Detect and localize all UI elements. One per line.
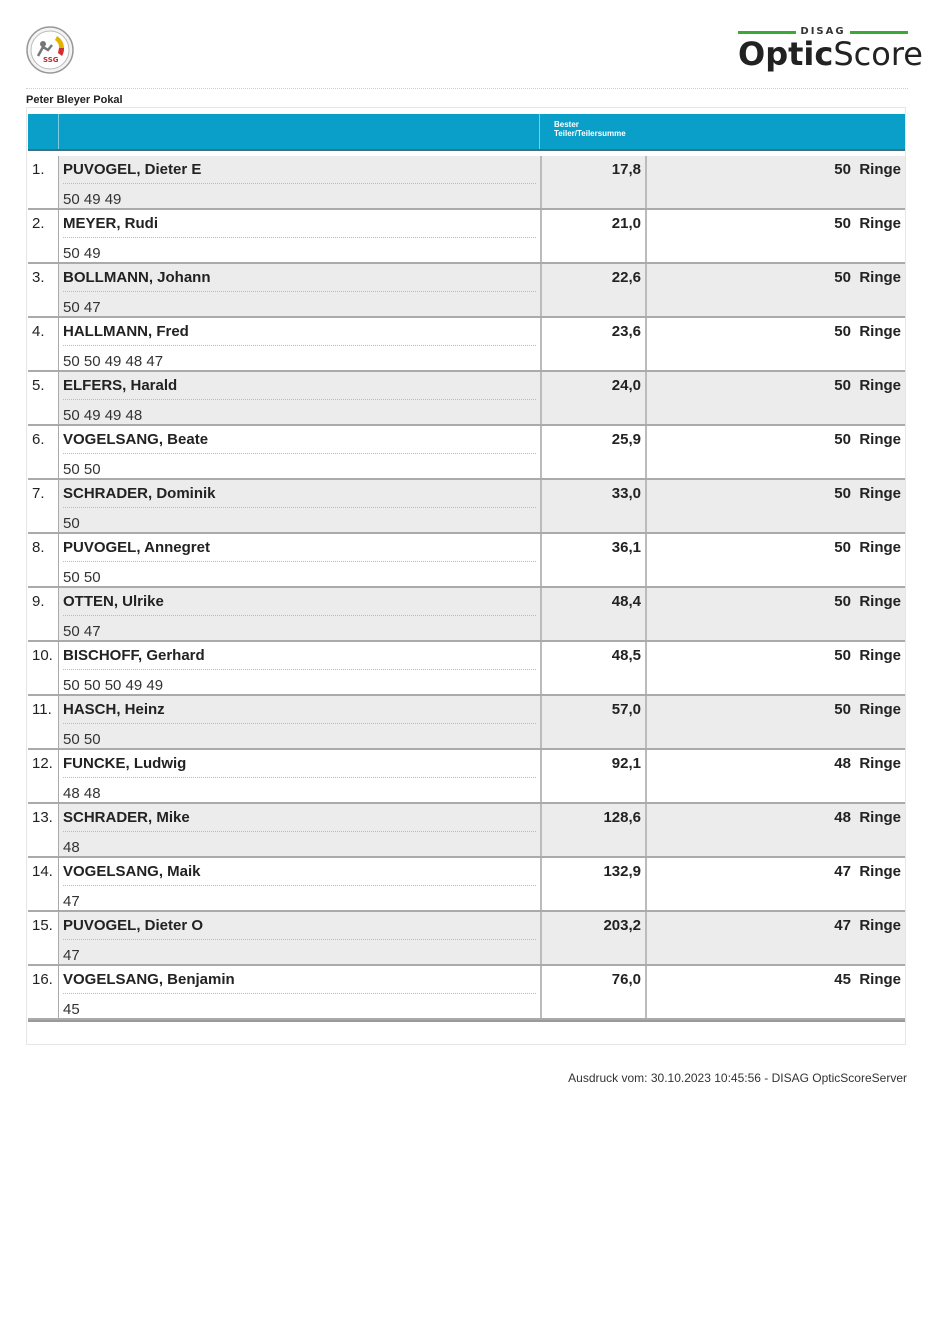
series-scores: 45 [63,1001,80,1018]
name-cell [59,372,542,424]
best-teiler: 48,4 [611,593,641,610]
result-unit: Ringe [859,701,901,718]
shooter-name: MEYER, Rudi [63,215,159,232]
best-cell [542,912,647,964]
result-cell [647,804,905,856]
name-divider [63,507,536,508]
best-teiler: 25,9 [611,431,641,448]
best-cell [542,588,647,640]
table-header [28,114,905,151]
table-row [28,156,905,210]
table-row [28,966,905,1020]
result-rings [834,485,901,502]
result-cell [647,426,905,478]
rank: 10. [32,647,53,664]
name-divider [63,399,536,400]
result-unit: Ringe [859,593,901,610]
result-unit: Ringe [859,755,901,772]
best-teiler: 33,0 [611,485,641,502]
rank-cell [28,696,59,748]
rank-cell [28,318,59,370]
best-teiler: 48,5 [611,647,641,664]
series-scores: 48 48 [63,785,101,802]
result-rings [834,161,901,178]
shooter-name: SCHRADER, Mike [63,809,190,826]
shooter-name: BOLLMANN, Johann [63,269,211,286]
best-cell [542,534,647,586]
result-cell [647,156,905,208]
best-teiler: 17,8 [611,161,641,178]
result-rings [834,323,901,340]
club-logo [26,26,74,74]
result-rings [834,377,901,394]
best-teiler: 203,2 [603,917,641,934]
best-cell [542,264,647,316]
rank: 16. [32,971,53,988]
result-unit: Ringe [859,971,901,988]
series-scores: 50 50 49 48 47 [63,353,164,370]
result-unit: Ringe [859,323,901,340]
print-footer: Ausdruck vom: 30.10.2023 10:45:56 - DISAG OpticScoreServer [568,1071,907,1085]
result-value: 50 [834,269,851,286]
rank: 2. [32,215,45,232]
result-rings [834,593,901,610]
shooter-name: PUVOGEL, Dieter E [63,161,202,178]
result-unit: Ringe [859,917,901,934]
series-scores: 50 49 49 48 [63,407,143,424]
result-value: 45 [834,971,851,988]
result-unit: Ringe [859,647,901,664]
result-unit: Ringe [859,431,901,448]
best-cell [542,480,647,532]
shooter-name: PUVOGEL, Annegret [63,539,210,556]
name-divider [63,291,536,292]
best-teiler: 76,0 [611,971,641,988]
name-cell [59,534,542,586]
name-divider [63,345,536,346]
series-scores: 50 50 [63,461,101,478]
result-cell [647,696,905,748]
best-teiler: 36,1 [611,539,641,556]
result-unit: Ringe [859,161,901,178]
rank: 15. [32,917,53,934]
brand-disag-text: DISAG [800,26,846,37]
result-value: 50 [834,539,851,556]
series-scores: 47 [63,893,80,910]
name-cell [59,156,542,208]
best-cell [542,156,647,208]
result-unit: Ringe [859,485,901,502]
rank-cell [28,480,59,532]
table-row [28,264,905,318]
result-value: 50 [834,161,851,178]
series-scores: 50 50 50 49 49 [63,677,164,694]
result-cell [647,480,905,532]
rank-cell [28,858,59,910]
name-cell [59,210,542,262]
table-row [28,588,905,642]
rank-cell [28,372,59,424]
best-cell [542,642,647,694]
table-row [28,642,905,696]
result-value: 50 [834,431,851,448]
rank: 8. [32,539,45,556]
shooter-name: HASCH, Heinz [63,701,165,718]
shooter-name: ELFERS, Harald [63,377,178,394]
result-cell [647,858,905,910]
table-row [28,750,905,804]
rank: 7. [32,485,45,502]
shooter-name: VOGELSANG, Maik [63,863,201,880]
table-row [28,480,905,534]
best-cell [542,804,647,856]
rank: 14. [32,863,53,880]
result-cell [647,210,905,262]
series-scores: 50 [63,515,80,532]
header-separator [26,88,908,89]
name-divider [63,939,536,940]
result-cell [647,642,905,694]
rank-cell [28,588,59,640]
name-cell [59,804,542,856]
best-cell [542,210,647,262]
result-rings [834,701,901,718]
result-value: 50 [834,701,851,718]
header-best-label [554,120,626,138]
best-teiler: 22,6 [611,269,641,286]
header-name-column [59,114,540,149]
name-cell [59,642,542,694]
series-scores: 50 49 [63,245,101,262]
result-rings [834,539,901,556]
rank-cell [28,966,59,1018]
header-best-label-line1: Bester [554,120,579,129]
name-cell [59,318,542,370]
name-divider [63,561,536,562]
result-value: 50 [834,647,851,664]
series-scores: 50 47 [63,623,101,640]
result-cell [647,318,905,370]
club-logo-text: SSG [43,56,59,64]
brand-name [738,37,923,71]
result-cell [647,534,905,586]
best-cell [542,426,647,478]
rank: 6. [32,431,45,448]
result-rings [834,431,901,448]
rank: 4. [32,323,45,340]
page-title: Peter Bleyer Pokal [26,94,123,106]
name-cell [59,858,542,910]
result-value: 50 [834,323,851,340]
name-cell [59,426,542,478]
best-teiler: 24,0 [611,377,641,394]
disag-opticscore-logo [738,26,923,73]
series-scores: 50 50 [63,731,101,748]
table-row [28,372,905,426]
result-rings [834,863,901,880]
result-unit: Ringe [859,269,901,286]
table-row [28,426,905,480]
best-cell [542,696,647,748]
table-row [28,534,905,588]
result-cell [647,912,905,964]
name-divider [63,669,536,670]
name-cell [59,588,542,640]
best-teiler: 128,6 [603,809,641,826]
name-divider [63,885,536,886]
table-row [28,804,905,858]
result-cell [647,966,905,1018]
rank: 13. [32,809,53,826]
rank: 11. [32,701,52,718]
series-scores: 47 [63,947,80,964]
result-value: 48 [834,809,851,826]
table-row [28,912,905,966]
result-value: 48 [834,755,851,772]
name-divider [63,237,536,238]
rank-cell [28,156,59,208]
series-scores: 48 [63,839,80,856]
result-value: 50 [834,215,851,232]
name-cell [59,750,542,802]
result-value: 50 [834,593,851,610]
result-rings [834,647,901,664]
rank-cell [28,264,59,316]
shooter-name: HALLMANN, Fred [63,323,189,340]
rank-cell [28,426,59,478]
shooter-name: PUVOGEL, Dieter O [63,917,204,934]
header-rank-column [28,114,59,149]
table-row [28,858,905,912]
series-scores: 50 47 [63,299,101,316]
name-divider [63,993,536,994]
result-unit: Ringe [859,539,901,556]
rank: 3. [32,269,45,286]
name-divider [63,183,536,184]
result-unit: Ringe [859,863,901,880]
table-row [28,696,905,750]
header-best-label-line2: Teiler/Teilersumme [554,129,626,138]
result-value: 50 [834,485,851,502]
rank: 12. [32,755,53,772]
name-divider [63,831,536,832]
result-rings [834,971,901,988]
result-cell [647,264,905,316]
table-row [28,210,905,264]
best-teiler: 92,1 [611,755,641,772]
name-cell [59,912,542,964]
brand-name-bold: Optic [738,35,834,73]
rank-cell [28,210,59,262]
rank: 5. [32,377,45,394]
brand-name-light: Score [833,35,923,73]
result-cell [647,750,905,802]
rank: 1. [32,161,45,178]
result-cell [647,588,905,640]
best-cell [542,750,647,802]
result-rings [834,215,901,232]
best-teiler: 57,0 [611,701,641,718]
result-value: 47 [834,863,851,880]
best-cell [542,318,647,370]
shooter-name: VOGELSANG, Beate [63,431,209,448]
best-cell [542,858,647,910]
result-unit: Ringe [859,215,901,232]
shooter-name: BISCHOFF, Gerhard [63,647,205,664]
result-value: 47 [834,917,851,934]
series-scores: 50 50 [63,569,101,586]
shooter-name: OTTEN, Ulrike [63,593,164,610]
result-rings [834,917,901,934]
result-unit: Ringe [859,377,901,394]
result-cell [647,372,905,424]
rank-cell [28,750,59,802]
shooter-name: VOGELSANG, Benjamin [63,971,235,988]
rank-cell [28,912,59,964]
best-teiler: 23,6 [611,323,641,340]
shooter-name: SCHRADER, Dominik [63,485,216,502]
best-cell [542,966,647,1018]
name-divider [63,453,536,454]
result-rings [834,755,901,772]
rank-cell [28,804,59,856]
best-cell [542,372,647,424]
rank-cell [28,534,59,586]
best-teiler: 21,0 [611,215,641,232]
name-divider [63,777,536,778]
name-cell [59,966,542,1018]
table-row [28,318,905,372]
name-divider [63,615,536,616]
name-cell [59,480,542,532]
best-teiler: 132,9 [603,863,641,880]
rank: 9. [32,593,45,610]
name-divider [63,723,536,724]
series-scores: 50 49 49 [63,191,122,208]
results-table [28,156,905,1022]
result-rings [834,269,901,286]
result-unit: Ringe [859,809,901,826]
name-cell [59,696,542,748]
shooter-name: FUNCKE, Ludwig [63,755,187,772]
name-cell [59,264,542,316]
rank-cell [28,642,59,694]
result-rings [834,809,901,826]
result-value: 50 [834,377,851,394]
